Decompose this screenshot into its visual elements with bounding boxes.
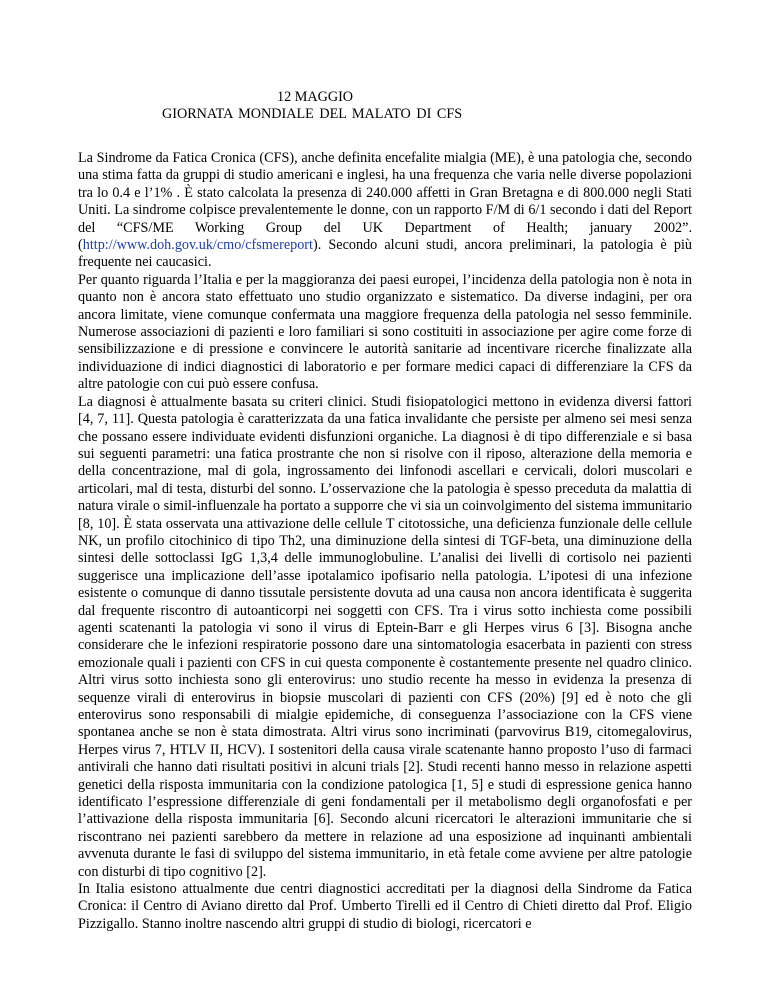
paragraph-intro-text-a: La Sindrome da Fatica Cronica (CFS), anche definita encefalite mialgia (ME), è una patologia che, secondo una stima fatta da gruppi di studio americani e inglesi, ha una frequenza che varia nelle diverse popolazioni tra lo 0.4 e l’1% . È stato calcolata la presenza di 240.000 affetti in Gran Bretagna e di 800.000 negli Stati Uniti. La sindrome colpisce prevalentemente le donne, con un rapporto F/M di 6/1 secondo i dati del Report del “CFS/ME Working Group del UK Department of Health; january 2002”. (	[78, 150, 692, 254]
document-body	[78, 150, 692, 933]
paragraph-diagnosis: La diagnosi è attualmente basata su criteri clinici. Studi fisiopatologici mettono in evidenza diversi fattori [4, 7, 11]. Questa patologia è caratterizzata da una fatica invalidante che persiste per almeno sei mesi senza che possano essere individuate evidenti disfunzioni organiche. La diagnosi è di tipo differenziale e si basa sui seguenti parametri: una fatica prostrante che non si risolve con il riposo, alterazione della memoria e della concentrazione, mal di gola, ingrossamento dei linfonodi ascellari e cervicali, dolori muscolari e articolari, mal di testa, disturbi del sonno. L’osservazione che la patologia è spesso preceduta da malattia di natura virale o simil-influenzale ha portato a supporre che vi sia un coinvolgimento del sistema immunitario [8, 10]. È stata osservata una attivazione delle cellule T citotossiche, una deficienza funzionale delle cellule NK, un profilo citochinico di tipo Th2, una diminuzione della sintesi di TGF-beta, una diminuzione della sintesi delle sottoclassi IgG 1,3,4 delle immunoglobuline. L’analisi dei livelli di cortisolo nei pazienti suggerisce una implicazione dell’asse ipotalamico ipofisario nella patologia. L’ipotesi di una infezione esistente o comunque di danno tissutale persistente dovuta ad una causa non ancora identificata è suggerita dal frequente riscontro di autoanticorpi nei soggetti con CFS. Tra i virus sotto inchiesta come possibili agenti scatenanti la patologia vi sono il virus di Eptein-Barr e gli Herpes virus 6 [3]. Bisogna anche considerare che le infezioni respiratorie possono dare una sintomatologia esacerbata in pazienti con stress emozionale quali i pazienti con CFS in cui questa componente è costantemente presente nel quadro clinico. Altri virus sotto inchiesta sono gli enterovirus: uno studio recente ha messo in evidenza la presenza di sequenze virali di enterovirus in biopsie muscolari di pazienti con CFS (20%) [9] ed è noto che gli enterovirus sono responsabili di mialgie epidemiche, di conseguenza l’associazione con la CFS viene spontanea anche se non è stata dimostrata. Altri virus sono incriminati (parvovirus B19, citomegalovirus, Herpes virus 7, HTLV II, HCV). I sostenitori della causa virale scatenante hanno proposto l’uso di farmaci antivirali che hanno dati risultati positivi in alcuni trials [2]. Studi recenti hanno messo in relazione aspetti genetici della risposta immunitaria con la condizione patologica [1, 5] e studi di espressione genica hanno identificato l’espressione differenziale di geni fondamentali per il metabolismo degli organofosfati e per l’attivazione della risposta immunitaria [6]. Secondo alcuni ricercatori le alterazioni immunitarie che si riscontrano nei pazienti sarebbero da mettere in relazione ad una esposizione ad inquinanti ambientali avvenuta durante le fasi di sviluppo del sistema immunitario, in età fetale come avviene per altre patologie con disturbi di tipo cognitivo [2].	[78, 393, 692, 880]
paragraph-centers: In Italia esistono attualmente due centri diagnostici accreditati per la diagnosi della Sindrome da Fatica Cronica: il Centro di Aviano diretto dal Prof. Umberto Tirelli ed il Centro di Chieti diretto dal Prof. Eligio Pizzigallo. Stanno inoltre nascendo altri gruppi di studio di biologi, ricercatori e	[78, 881, 692, 932]
heading-title: GIORNATA MONDIALE DEL MALATO DI CFS	[162, 106, 463, 122]
paragraph-intro	[78, 150, 692, 272]
report-link[interactable]: http://www.doh.gov.uk/cmo/cfsmereport	[82, 237, 313, 254]
paragraph-italy: Per quanto riguarda l’Italia e per la maggioranza dei paesi europei, l’incidenza della patologia non è nota in quanto non è ancora stato effettuato uno studio organizzato e sistematico. Da diverse indagini, per ora ancora limitate, viene comunque confermata una maggiore frequenza della patologia nel sesso femminile. Numerose associazioni di pazienti e loro familiari si sono costituiti in associazione per agire come forze di sensibilizzazione e di pressione e convincere le autorità sanitarie ad incentivare ricerche finalizzate alla individuazione di indici diagnostici di laboratorio e per formare medici capaci di differenziare la CFS da altre patologie con cui può essere confusa.	[78, 271, 692, 393]
paragraph-intro-text-b: ). Secondo alcuni studi, ancora preliminari, la patologia è più frequente nei caucasici.	[78, 237, 692, 271]
heading-date: 12 MAGGIO	[277, 89, 354, 105]
